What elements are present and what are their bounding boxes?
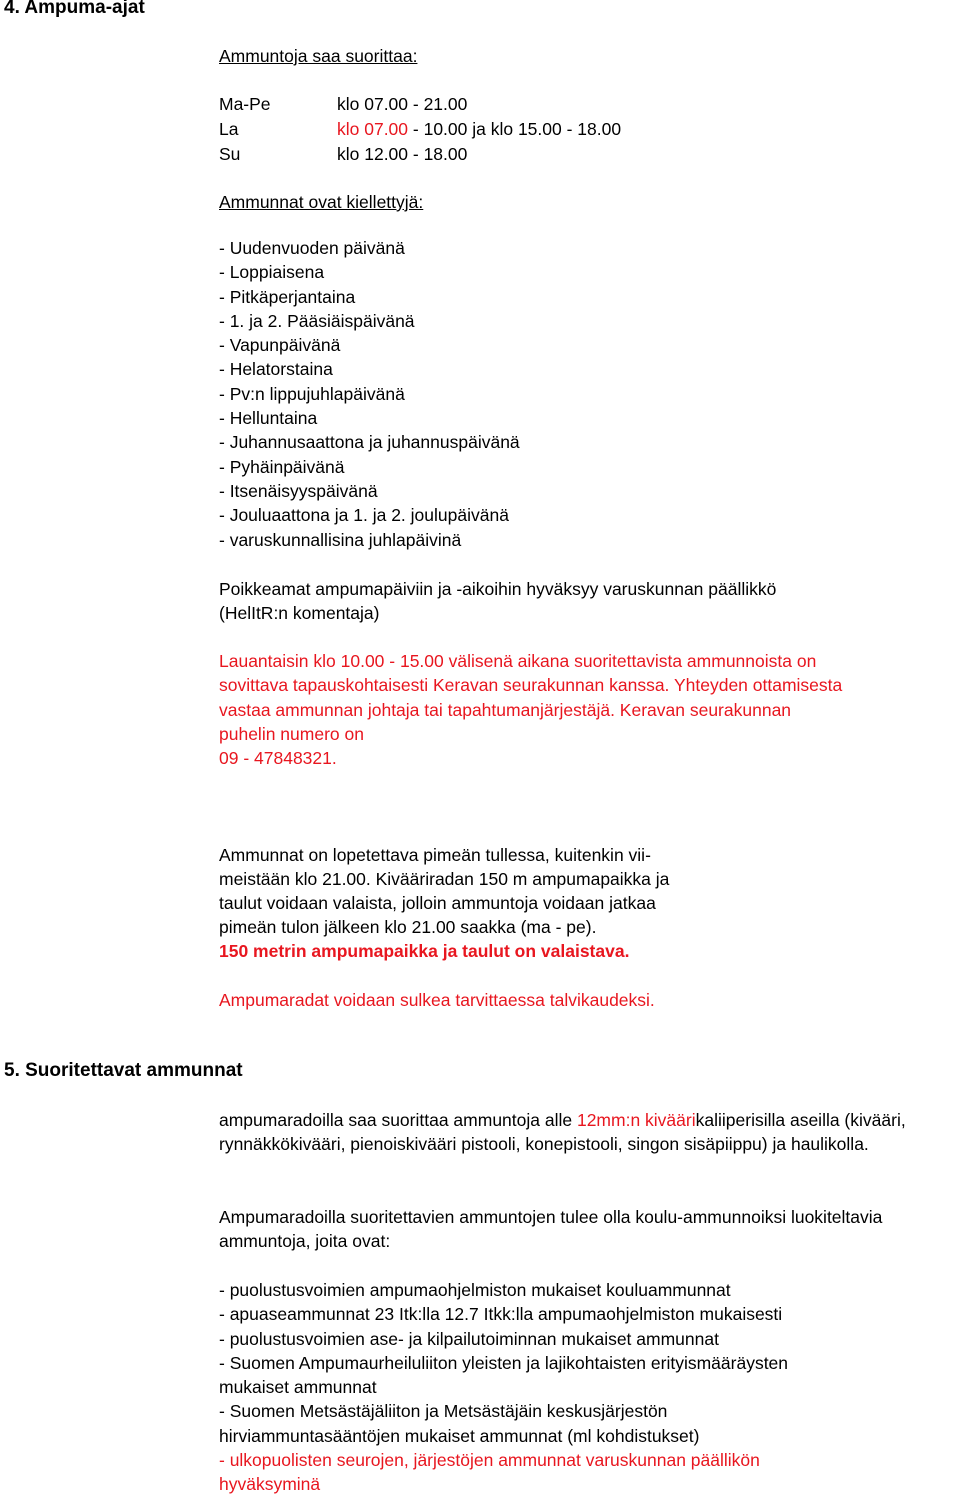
exceptions-authority: (HelItR:n komentaja) <box>219 603 380 623</box>
list-item: - apuaseammunnat 23 Itk:lla 12.7 Itkk:lla ampumaohjelmiston mukaisesti <box>219 1304 783 1325</box>
caliber-highlight: 12mm:n kivääri <box>576 1110 696 1130</box>
school-shooting-paragraph: Ampumaradoilla suoritettavien ammuntojen tulee olla koulu-ammunnoiksi luokiteltavia ammuntoja, joita ovat: <box>219 1207 883 1251</box>
exceptions-text: Poikkeamat ampumapäiviin ja -aikoihin hyväksyy varuskunnan päällikkö <box>219 579 777 599</box>
list-item: - Uudenvuoden päivänä <box>219 238 405 258</box>
schedule-time-highlight: klo 07.00 <box>337 119 409 139</box>
darkness-rule-line: taulut voidaan valaista, jolloin ammuntoja voidaan jatkaa <box>219 893 656 913</box>
saturday-note-line: sovittava tapauskohtaisesti Keravan seurakunnan kanssa. Yhteyden ottamisesta <box>219 675 843 695</box>
forbidden-days-list <box>219 236 520 552</box>
darkness-rule-line: meistään klo 21.00. Kivääriradan 150 m ampumapaikka ja <box>219 869 670 889</box>
winter-closure-note: Ampumaradat voidaan sulkea tarvittaessa talvikaudeksi. <box>219 990 655 1010</box>
forbidden-days-heading: Ammunnat ovat kiellettyjä: <box>219 192 424 212</box>
paragraph-text: ampumaradoilla saa suorittaa ammuntoja alle <box>219 1110 577 1130</box>
schedule-day: Su <box>219 144 241 164</box>
list-item: - Loppiaisena <box>219 262 325 283</box>
schedule-day: La <box>219 119 239 139</box>
church-phone-number: 09 - 47848321. <box>219 748 337 768</box>
list-item: - Jouluaattona ja 1. ja 2. joulupäivänä <box>219 505 509 526</box>
list-item: - Helluntaina <box>219 408 318 429</box>
list-item: - Pyhäinpäivänä <box>219 456 345 477</box>
list-item: - 1. ja 2. Pääsiäispäivänä <box>219 310 415 331</box>
list-item: - puolustusvoimien ampumaohjelmiston mukaiset kouluammunnat <box>219 1280 731 1300</box>
saturday-note-line: puhelin numero on <box>219 724 364 744</box>
list-item: mukaiset ammunnat <box>219 1377 377 1398</box>
list-item: hirviammuntasääntöjen mukaiset ammunnat (ml kohdistukset) <box>219 1425 700 1446</box>
list-item: - puolustusvoimien ase- ja kilpailutoiminnan mukaiset ammunnat <box>219 1328 719 1349</box>
schedule-row <box>219 142 621 167</box>
list-item: - Pitkäperjantaina <box>219 286 356 307</box>
list-item: - Juhannusaattona ja juhannuspäivänä <box>219 432 520 453</box>
schedule-time: klo 12.00 - 18.00 <box>337 144 468 164</box>
allowed-shootings-list <box>219 1278 788 1497</box>
section-5-heading: 5. Suoritettavat ammunnat <box>4 1060 243 1081</box>
list-item: - Itsenäisyyspäivänä <box>219 480 378 501</box>
lighting-requirement: 150 metrin ampumapaikka ja taulut on valaistava. <box>219 941 630 961</box>
list-item: - Pv:n lippujuhlapäivänä <box>219 383 405 404</box>
schedule-time: klo 07.00 - 21.00 <box>337 94 468 114</box>
list-item: - Suomen Metsästäjäliiton ja Metsästäjäin keskusjärjestön <box>219 1401 668 1422</box>
section-4-heading: 4. Ampuma-ajat <box>4 0 145 18</box>
schedule-table <box>219 92 621 167</box>
list-item: - ulkopuolisten seurojen, järjestöjen ammunnat varuskunnan päällikön <box>219 1450 760 1471</box>
darkness-rule-line: Ammunnat on lopetettava pimeän tullessa, kuitenkin vii- <box>219 845 651 865</box>
schedule-time: - 10.00 ja klo 15.00 - 18.00 <box>408 119 622 139</box>
darkness-rule-line: pimeän tulon jälkeen klo 21.00 saakka (ma - pe). <box>219 917 597 937</box>
saturday-note-line: Lauantaisin klo 10.00 - 15.00 välisenä aikana suoritettavista ammunnoista on <box>219 651 817 671</box>
paragraph-text: kaliiperisilla aseilla (kivääri, rynnäkkökivääri, pienoiskivääri pistooli, konepistooli, singon sisäpiippu) ja haulikolla. <box>219 1110 906 1154</box>
list-item: - varuskunnallisina juhlapäivinä <box>219 529 462 550</box>
saturday-note-line: vastaa ammunnan johtaja tai tapahtumanjärjestäjä. Keravan seurakunnan <box>219 700 792 720</box>
list-item: hyväksyminä <box>219 1474 321 1495</box>
list-item: - Suomen Ampumaurheiluliiton yleisten ja lajikohtaisten erityismääräysten <box>219 1352 789 1373</box>
allowed-times-heading: Ammuntoja saa suorittaa: <box>219 46 418 66</box>
list-item: - Vapunpäivänä <box>219 335 341 356</box>
schedule-row <box>219 92 621 117</box>
list-item: - Helatorstaina <box>219 359 333 380</box>
schedule-day: Ma-Pe <box>219 94 271 114</box>
schedule-row <box>219 117 621 142</box>
allowed-weapons-paragraph <box>219 1108 959 1156</box>
